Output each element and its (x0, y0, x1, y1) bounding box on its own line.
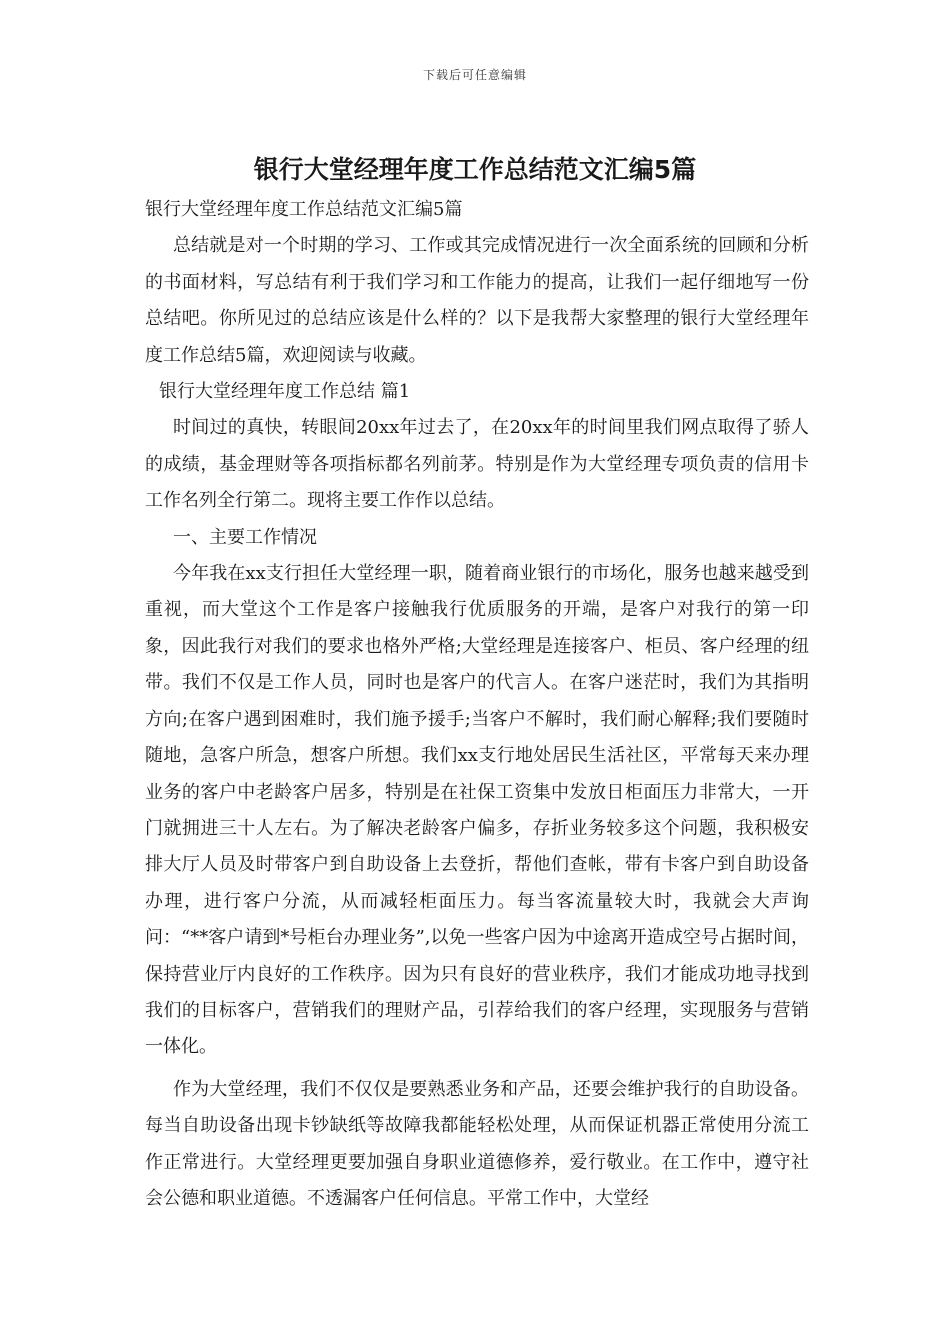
page-header-note: 下载后可任意编辑 (422, 68, 527, 82)
paragraph-1: 时间过的真快，转眼间20xx年过去了，在20xx年的时间里我们网点取得了骄人的成绩，基金理财等各项指标都名列前茅。特别是作为大堂经理专项负责的信用卡工作名列全行第二。现将主要工作作以总结。 (145, 417, 809, 512)
section-heading-1: 一、主要工作情况 (173, 526, 317, 548)
document-title: 银行大堂经理年度工作总结范文汇编5篇 (253, 155, 697, 184)
document-body (145, 192, 809, 1217)
intro-paragraph: 总结就是对一个时期的学习、工作或其完成情况进行一次全面系统的回顾和分析的书面材料，写总结有利于我们学习和工作能力的提高，让我们一起仔细地写一份总结吧。你所见过的总结应该是什么样的？以下是我帮大家整理的银行大堂经理年度工作总结5篇，欢迎阅读与收藏。 (145, 235, 809, 366)
paragraph-3: 作为大堂经理，我们不仅仅是要熟悉业务和产品，还要会维护我行的自助设备。每当自助设备出现卡钞缺纸等故障我都能轻松处理，从而保证机器正常使用分流工作正常进行。大堂经理更要加强自身职业道德修养，爱行敬业。在工作中，遵守社会公德和职业道德。不透漏客户任何信息。平常工作中，大堂经 (145, 1078, 809, 1209)
document-subtitle: 银行大堂经理年度工作总结范文汇编5篇 (145, 199, 463, 220)
paragraph-2: 今年我在xx支行担任大堂经理一职，随着商业银行的市场化，服务也越来越受到重视，而大堂这个工作是客户接触我行优质服务的开端，是客户对我行的第一印象，因此我行对我们的要求也格外严格;大堂经理是连接客户、柜员、客户经理的纽带。我们不仅是工作人员，同时也是客户的代言人。在客户迷茫时，我们为其指明方向;在客户遇到困难时，我们施予援手;当客户不解时，我们耐心解释;我们要随时随地，急客户所急，想客户所想。我们xx支行地处居民生活社区，平常每天来办理业务的客户中老龄客户居多，特别是在社保工资集中发放日柜面压力非常大，一开门就拥进三十人左右。为了解决老龄客户偏多，存折业务较多这个问题，我积极安排大厅人员及时带客户到自助设备上去登折，帮他们查帐，带有卡客户到自助设备办理，进行客户分流，从而减轻柜面压力。每当客流量较大时，我就会大声询问：“**客户请到*号柜台办理业务”,以免一些客户因为中途离开造成空号占据时间，保持营业厅内良好的工作秩序。因为只有良好的营业秩序，我们才能成功地寻找到我们的目标客户，营销我们的理财产品，引荐给我们的客户经理，实现服务与营销一体化。 (145, 563, 809, 1058)
section-title: 银行大堂经理年度工作总结 篇1 (159, 381, 411, 403)
